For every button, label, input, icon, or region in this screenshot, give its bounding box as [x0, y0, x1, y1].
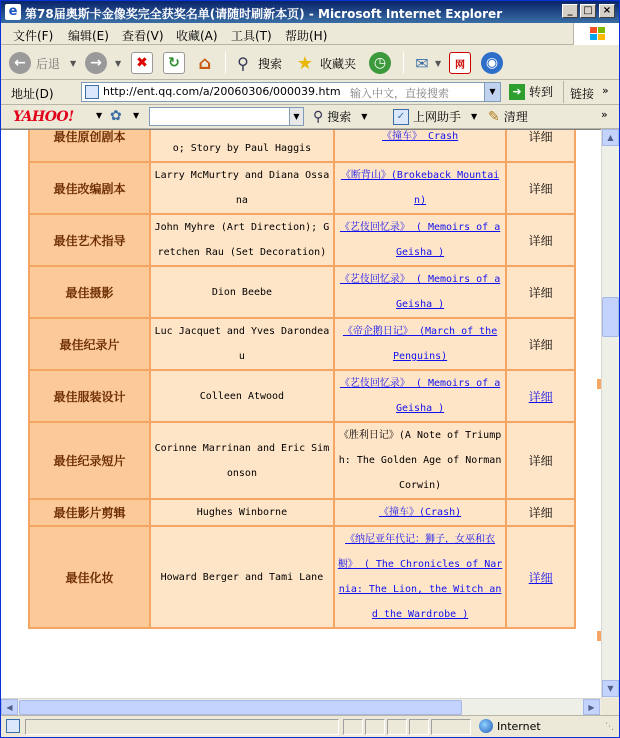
award-name-cell: 最佳纪录短片 [30, 423, 149, 498]
yahoo-search-label: 搜索 [327, 110, 352, 124]
film-cell [335, 371, 506, 421]
film-cell [335, 267, 506, 317]
film-cell [335, 423, 506, 498]
address-dropdown-icon[interactable]: ▼ [484, 83, 500, 101]
history-icon: ◷ [369, 52, 391, 74]
helper-dropdown-icon: ▼ [471, 112, 478, 121]
award-row [30, 129, 574, 161]
address-url[interactable]: http://ent.qq.com/a/20060306/000039.htm [103, 85, 341, 98]
winner-cell: Howard Berger and Tami Lane [151, 527, 333, 627]
detail-link[interactable]: 详细 [528, 129, 553, 144]
detail-cell [507, 319, 574, 369]
address-input[interactable] [81, 82, 501, 102]
award-name-cell: 最佳原创剧本 [30, 129, 149, 161]
winner-cell: Colleen Atwood [151, 371, 333, 421]
detail-cell [507, 371, 574, 421]
winner-cell: Corinne Marrinan and Eric Simonson [151, 423, 333, 498]
search-button[interactable] [232, 50, 282, 76]
horizontal-scroll-thumb[interactable] [19, 700, 462, 715]
award-name-cell: 最佳摄影 [30, 267, 149, 317]
web-shortcut-icon: 网 [449, 52, 471, 74]
stop-button[interactable] [131, 50, 153, 76]
back-dropdown-icon[interactable]: ▼ [70, 58, 77, 68]
mail-icon: ✉ [415, 53, 429, 73]
detail-link[interactable]: 详细 [528, 570, 553, 585]
award-name-cell: 最佳改编剧本 [30, 163, 149, 213]
award-name-cell: 最佳艺术指导 [30, 215, 149, 265]
forward-arrow-icon: → [85, 52, 107, 74]
detail-link[interactable]: 详细 [528, 506, 553, 520]
address-label: 地址(D) [11, 87, 54, 101]
windows-logo [573, 23, 619, 45]
menu-bar [1, 23, 619, 45]
status-panel [409, 719, 429, 735]
film-link[interactable]: 《断背山》(Brokeback Mountain) [340, 170, 500, 206]
refresh-button[interactable] [163, 50, 185, 76]
magnifier-icon: ⚲ [237, 53, 249, 73]
yahoo-toolbar [1, 105, 619, 129]
status-panel [431, 719, 471, 735]
menu-tools[interactable]: 工具(T) [231, 29, 272, 43]
history-button[interactable] [369, 50, 391, 76]
film-cell [335, 163, 506, 213]
go-button[interactable] [509, 83, 553, 100]
award-name-cell: 最佳影片剪辑 [30, 500, 149, 525]
maximize-button[interactable]: □ [580, 4, 596, 18]
page-icon [85, 85, 99, 99]
film-cell [335, 129, 506, 161]
ie-icon: e [5, 4, 21, 20]
helper-button[interactable] [393, 108, 477, 125]
status-panel [343, 719, 363, 735]
film-cell [335, 215, 506, 265]
security-zone [479, 719, 541, 733]
scroll-corner [601, 698, 619, 715]
address-bar [1, 81, 619, 105]
film-cell [335, 319, 506, 369]
messenger-button[interactable] [481, 50, 503, 76]
links-button[interactable]: 链接 [570, 87, 595, 101]
stop-icon: ✖ [131, 52, 153, 74]
star-icon: ★ [296, 52, 314, 74]
winner-cell: o; Story by Paul Haggis [151, 129, 333, 161]
search-label: 搜索 [258, 56, 283, 71]
flower-icon[interactable]: ✿ [110, 108, 122, 124]
film-cell [335, 527, 506, 627]
detail-link[interactable]: 详细 [528, 233, 553, 248]
detail-cell [507, 215, 574, 265]
award-row [30, 527, 574, 627]
detail-cell [507, 267, 574, 317]
film-link[interactable]: 《撞车》(Crash) [378, 507, 462, 518]
winner-cell: Dion Beebe [151, 267, 333, 317]
mail-button[interactable] [411, 50, 441, 76]
menu-help[interactable]: 帮助(H) [285, 29, 328, 43]
award-row [30, 371, 574, 421]
back-label: 后退 [36, 56, 61, 71]
film-link[interactable]: 《艺伎回忆录》 ( Memoirs of a Geisha ) [339, 274, 501, 310]
globe-icon: ◉ [481, 52, 503, 74]
award-name-cell: 最佳纪录片 [30, 319, 149, 369]
film-link[interactable]: 《帝企鹅日记》 (March of the Penguins) [342, 326, 498, 362]
status-panel [387, 719, 407, 735]
horizontal-scrollbar[interactable] [1, 698, 601, 715]
detail-link[interactable]: 详细 [528, 389, 553, 404]
detail-link[interactable]: 详细 [528, 285, 553, 300]
toolbar-separator [225, 52, 226, 74]
award-name-cell: 最佳化妆 [30, 527, 149, 627]
award-row [30, 423, 574, 498]
title-bar[interactable] [1, 1, 619, 23]
scroll-up-button[interactable]: ▲ [602, 129, 619, 146]
winner-cell: Larry McMurtry and Diana Ossana [151, 163, 333, 213]
minimize-button[interactable]: _ [562, 4, 578, 18]
page-status-icon [6, 719, 20, 733]
menu-favorites[interactable]: 收藏(A) [176, 29, 218, 43]
favorites-button[interactable] [294, 50, 356, 76]
vertical-scroll-thumb[interactable] [602, 297, 619, 337]
status-panel [365, 719, 385, 735]
yahoo-search-button[interactable] [313, 108, 367, 125]
detail-link[interactable]: 详细 [528, 181, 553, 196]
film-title: 《胜利日记》(A Note of Triumph: The Golden Age of Norman Corwin) [338, 430, 502, 491]
clean-button[interactable] [488, 108, 528, 125]
home-icon: ⌂ [198, 52, 212, 74]
broom-icon: ✎ [488, 108, 500, 125]
status-text-panel [25, 719, 339, 735]
film-link[interactable]: 《撞车》 Crash [382, 130, 459, 142]
detail-link[interactable]: 详细 [528, 337, 553, 352]
links-chevron-icon[interactable]: » [602, 84, 609, 97]
film-link[interactable]: 《纳尼亚年代记：狮子，女巫和衣橱》 ( The Chronicles of Narnia: The Lion, the Witch and the Wardrobe ) [337, 534, 503, 620]
winner-cell: Luc Jacquet and Yves Darondeau [151, 319, 333, 369]
standard-toolbar [1, 46, 619, 80]
award-row [30, 267, 574, 317]
close-button[interactable]: × [599, 4, 615, 18]
awards-table-body [30, 129, 574, 627]
menu-edit[interactable]: 编辑(E) [68, 29, 109, 43]
yahoo-search-dropdown-icon[interactable]: ▼ [289, 108, 303, 125]
scroll-left-button[interactable]: ◀ [1, 699, 18, 715]
award-row [30, 500, 574, 525]
zone-label: Internet [497, 719, 541, 733]
search-dropdown-icon: ▼ [361, 112, 368, 121]
yahoo-logo[interactable]: YAHOO! [13, 109, 74, 125]
detail-cell [507, 500, 574, 525]
detail-cell [507, 423, 574, 498]
magnifier-icon: ⚲ [313, 108, 324, 125]
refresh-icon: ↻ [163, 52, 185, 74]
windows-flag-icon [590, 27, 606, 41]
helper-label: 上网助手 [413, 110, 462, 124]
yahoo-chevron-icon[interactable]: » [601, 108, 608, 121]
page-viewport[interactable] [1, 129, 601, 698]
yahoo-dropdown-icon[interactable]: ▼ [96, 111, 103, 120]
yahoo-search-input[interactable] [149, 107, 304, 126]
checkbox-helper-icon: ✓ [393, 109, 409, 125]
resize-grip-icon[interactable]: ⋱ [605, 722, 614, 732]
flower-dropdown-icon[interactable]: ▼ [133, 111, 140, 120]
scroll-down-button[interactable]: ▼ [602, 680, 619, 697]
divider [563, 81, 564, 103]
forward-dropdown-icon[interactable]: ▼ [115, 58, 122, 68]
back-button[interactable] [9, 50, 76, 76]
back-arrow-icon: ← [9, 52, 31, 74]
menu-view[interactable]: 查看(V) [122, 29, 164, 43]
site-shortcut-button[interactable] [449, 50, 471, 76]
detail-cell [507, 527, 574, 627]
address-hint: 输入中文，直接搜索 [350, 87, 449, 100]
scroll-mark [597, 379, 601, 389]
awards-table [28, 129, 576, 629]
winner-cell: Hughes Winborne [151, 500, 333, 525]
award-name-cell: 最佳服装设计 [30, 371, 149, 421]
internet-globe-icon [479, 719, 493, 733]
favorites-label: 收藏夹 [320, 56, 357, 71]
film-link[interactable]: 《艺伎回忆录》 ( Memoirs of a Geisha ) [339, 378, 501, 414]
detail-cell [507, 163, 574, 213]
forward-button[interactable] [85, 50, 121, 76]
award-row [30, 163, 574, 213]
clean-label: 清理 [503, 110, 528, 124]
menu-file[interactable]: 文件(F) [13, 29, 54, 43]
toolbar-separator [403, 52, 404, 74]
detail-cell [507, 129, 574, 161]
detail-link[interactable]: 详细 [528, 454, 553, 468]
scroll-right-button[interactable]: ▶ [583, 699, 600, 715]
home-button[interactable] [194, 50, 216, 76]
award-row [30, 215, 574, 265]
film-link[interactable]: 《艺伎回忆录》 ( Memoirs of a Geisha ) [339, 222, 501, 258]
scroll-mark [597, 631, 601, 641]
winner-cell: John Myhre (Art Direction); Gretchen Rau (Set Decoration) [151, 215, 333, 265]
window-title: 第78届奥斯卡金像奖完全获奖名单(请随时刷新本页) - Microsoft Internet Explorer [25, 7, 503, 21]
film-cell [335, 500, 506, 525]
status-bar [1, 715, 619, 737]
award-row [30, 319, 574, 369]
go-arrow-icon: ➜ [509, 84, 525, 100]
go-label: 转到 [529, 85, 554, 99]
mail-dropdown-icon: ▼ [435, 58, 442, 68]
vertical-scrollbar[interactable] [601, 129, 619, 698]
